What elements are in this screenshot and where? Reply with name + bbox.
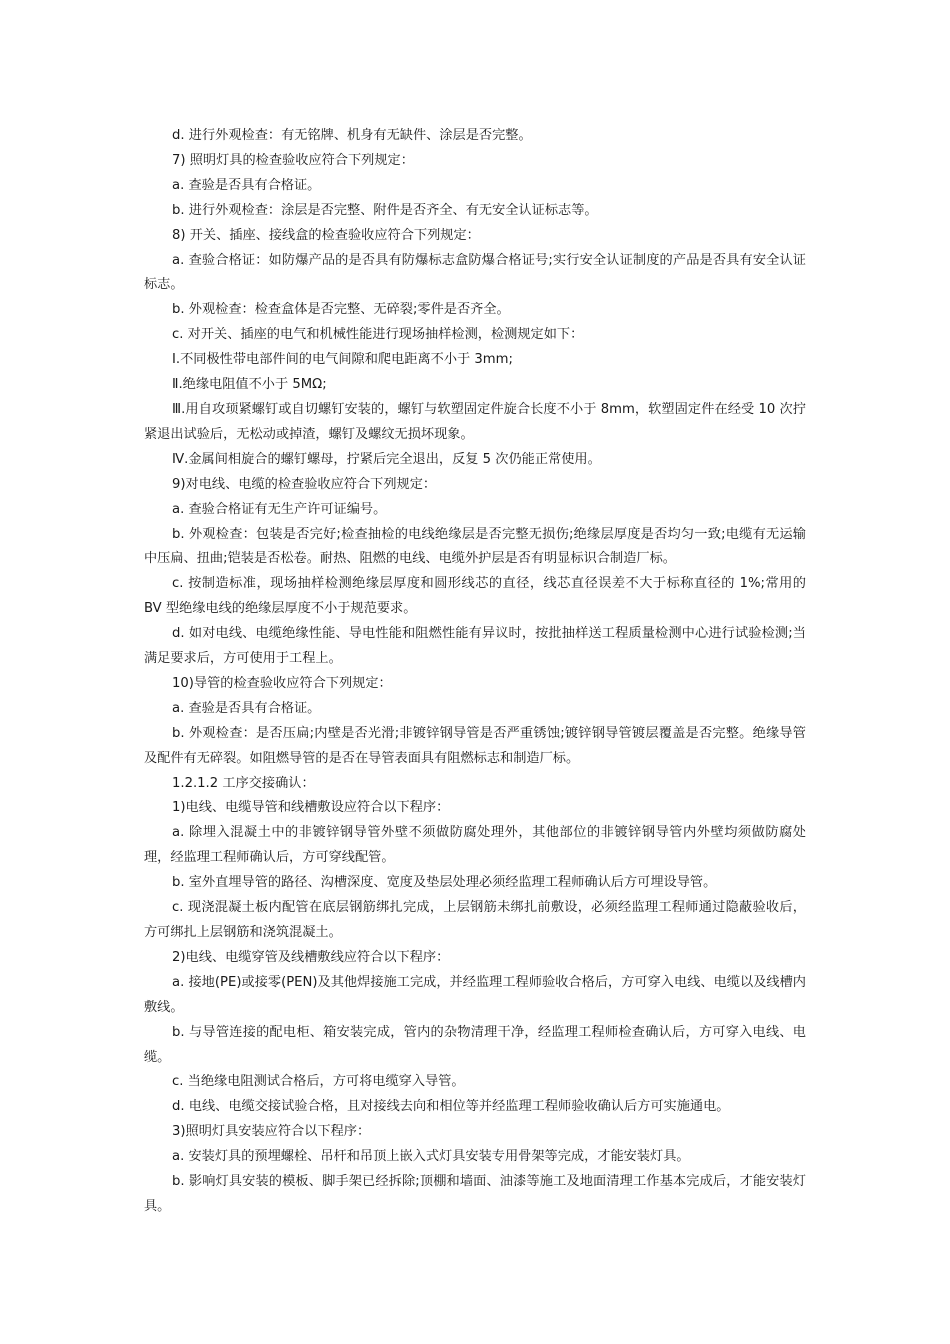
paragraph: Ⅱ.绝缘电阻值不小于 5MΩ;: [172, 377, 327, 393]
paragraph: b. 影响灯具安装的模板、脚手架已经拆除;顶棚和墙面、油漆等施工及地面清理工作基本完成后，才能安装灯具。: [144, 1174, 806, 1214]
paragraph: c. 对开关、插座的电气和机械性能进行现场抽样检测，检测规定如下：: [172, 327, 584, 343]
paragraph: Ⅲ.用自攻顼紧螺钉或自切螺钉安装的，螺钉与软塑固定件旋合长度不小于 8mm，软塑固定件在经受 10 次拧紧退出试验后，无松动或掉渣，螺钉及螺纹无损坏现象。: [144, 401, 806, 442]
paragraph: a. 除埋入混凝土中的非镀锌钢导管外壁不须做防腐处理外，其他部位的非镀锌钢导管内外壁均须做防腐处理，经监理工程师确认后，方可穿线配管。: [144, 825, 806, 866]
paragraph: a. 查验是否具有合格证。: [172, 700, 321, 716]
paragraph: b. 与导管连接的配电柜、箱安装完成，管内的杂物清理干净，经监理工程师检查确认后，方可穿入电线、电缆。: [144, 1024, 806, 1065]
paragraph: 2)电线、电缆穿管及线槽敷线应符合以下程序：: [172, 949, 450, 965]
paragraph: a. 查验合格证：如防爆产品的是否具有防爆标志盒防爆合格证号;实行安全认证制度的产品是否具有安全认证标志。: [144, 252, 806, 293]
paragraph: 3)照明灯具安装应符合以下程序：: [172, 1124, 371, 1140]
paragraph: 1.2.1.2 工序交接确认：: [172, 775, 315, 791]
paragraph: b. 外观检查：包装是否完好;检查抽检的电线绝缘层是否完整无损伤;绝缘层厚度是否均匀一致;电缆有无运输中压扁、扭曲;铠装是否松卷。耐热、阻燃的电线、电缆外护层是否有明显标识合制造厂标。: [144, 526, 806, 567]
paragraph: a. 查验是否具有合格证。: [172, 177, 321, 193]
document-page: [144, 124, 806, 1220]
paragraph: d. 电线、电缆交接试验合格，且对接线去向和相位等并经监理工程师验收确认后方可实施通电。: [172, 1099, 730, 1115]
paragraph: Ⅳ.金属间相旋合的螺钉螺母，拧紧后完全退出，反复 5 次仍能正常使用。: [172, 451, 601, 467]
paragraph: c. 按制造标准，现场抽样检测绝缘层厚度和圆形线芯的直径，线芯直径误差不大于标称直径的 1%;常用的 BV 型绝缘电线的绝缘层厚度不小于规范要求。: [144, 576, 806, 617]
paragraph: a. 接地(PE)或接零(PEN)及其他焊接施工完成，并经监理工程师验收合格后，方可穿入电线、电缆以及线槽内敷线。: [144, 974, 806, 1015]
paragraph: b. 进行外观检查：涂层是否完整、附件是否齐全、有无安全认证标志等。: [172, 202, 598, 218]
paragraph: c. 当绝缘电阻测试合格后，方可将电缆穿入导管。: [172, 1074, 465, 1090]
paragraph: a. 安装灯具的预埋螺栓、吊杆和吊顶上嵌入式灯具安装专用骨架等完成，才能安装灯具。: [172, 1149, 690, 1165]
paragraph: 1)电线、电缆导管和线槽敷设应符合以下程序：: [172, 800, 450, 816]
paragraph: d. 如对电线、电缆绝缘性能、导电性能和阻燃性能有异议时，按批抽样送工程质量检测中心进行试验检测;当满足要求后，方可使用于工程上。: [144, 626, 806, 667]
paragraph: c. 现浇混凝土板内配管在底层钢筋绑扎完成，上层钢筋未绑扎前敷设，必须经监理工程师通过隐蔽验收后，方可绑扎上层钢筋和浇筑混凝土。: [144, 900, 806, 940]
paragraph: d. 进行外观检查：有无铭牌、机身有无缺件、涂层是否完整。: [172, 128, 532, 143]
paragraph: 7) 照明灯具的检查验收应符合下列规定：: [172, 152, 414, 168]
paragraph: b. 室外直埋导管的路径、沟槽深度、宽度及垫层处理必须经监理工程师确认后方可埋设导管。: [172, 875, 717, 891]
paragraph: b. 外观检查：检查盒体是否完整、无碎裂;零件是否齐全。: [172, 302, 510, 318]
paragraph: a. 查验合格证有无生产许可证编号。: [172, 501, 387, 517]
paragraph: b. 外观检查：是否压扁;内壁是否光滑;非镀锌钢导管是否严重锈蚀;镀锌钢导管镀层覆盖是否完整。绝缘导管及配件有无碎裂。如阻燃导管的是否在导管表面具有阻燃标志和制造厂标。: [144, 725, 806, 766]
paragraph: 8) 开关、插座、接线盒的检查验收应符合下列规定：: [172, 227, 480, 243]
paragraph: 10)导管的检查验收应符合下列规定：: [172, 675, 392, 691]
paragraph: Ⅰ.不同极性带电部件间的电气间隙和爬电距离不小于 3mm;: [172, 352, 513, 368]
paragraph: 9)对电线、电缆的检查验收应符合下列规定：: [172, 476, 437, 492]
